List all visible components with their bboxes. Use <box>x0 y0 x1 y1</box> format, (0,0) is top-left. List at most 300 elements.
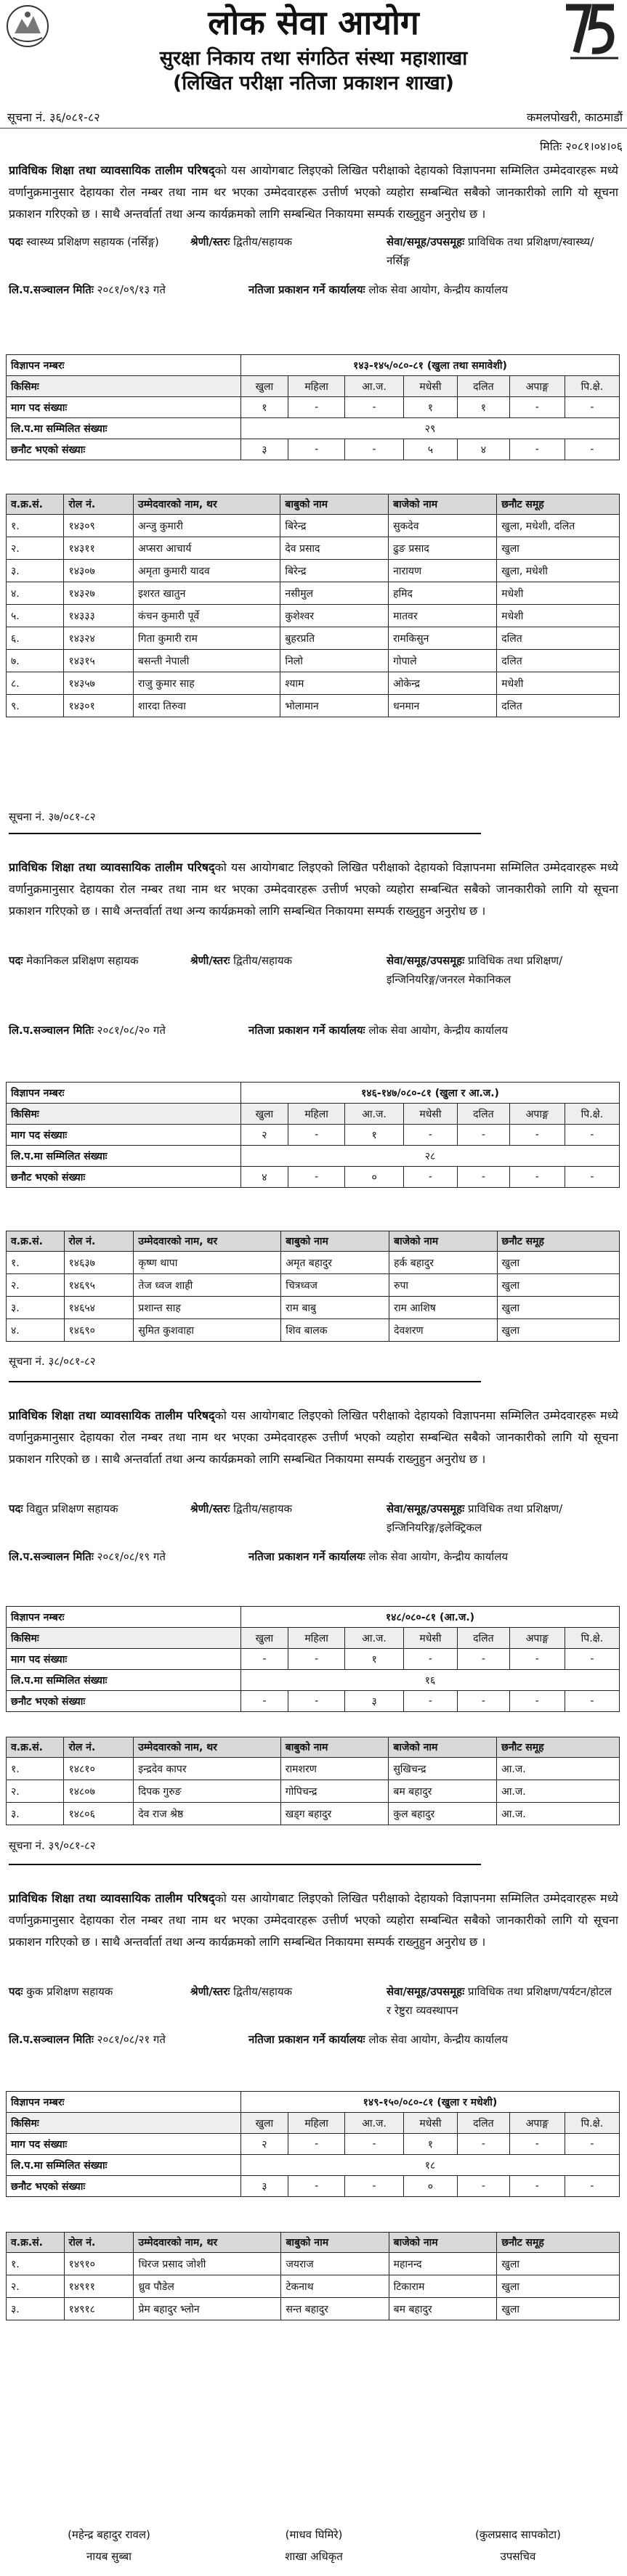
table-row <box>7 1104 620 1125</box>
table-cell: मधेसी <box>403 1628 457 1649</box>
table-cell: २८ <box>241 1146 620 1167</box>
header-divider <box>0 128 627 129</box>
table-cell: दिपक गुरुङ <box>134 1780 281 1803</box>
notice-number: सूचना नं. ३७/०८१-८२ <box>9 810 96 823</box>
table-cell: - <box>458 1691 510 1712</box>
table-cell: ९. <box>7 695 64 717</box>
vacancy-table <box>6 1082 620 1188</box>
table-cell: - <box>565 1691 619 1712</box>
table-cell: - <box>288 439 345 460</box>
table-cell: पि.क्षे. <box>565 1104 619 1125</box>
column-header: बाजेको नाम <box>389 1231 497 1252</box>
table-row <box>7 1297 620 1319</box>
table-cell: - <box>288 1691 345 1712</box>
table-cell: खुला <box>497 1297 620 1319</box>
table-cell: १६ <box>241 1670 620 1691</box>
post-details: पदः विद्युत प्रशिक्षण सहायक श्रेणी/स्तरः द्वितीय/सहायक सेवा/समूह/उपसमूहः प्राविधिक तथा प्रशिक्षण/इन्जिनियरिङ्ग/इलेक्ट्रिकल <box>9 1502 563 1534</box>
table-row <box>7 1670 620 1691</box>
table-cell: छनौट भएको संख्याः <box>7 1167 241 1188</box>
table-cell: हर्क बहादुर <box>389 1252 497 1274</box>
signature-block: (कुलप्रसाद सापकोटा) उपसचिव <box>474 2528 562 2563</box>
table-cell: खुला, मधेशी <box>497 560 620 582</box>
table-cell: निलो <box>280 650 389 672</box>
table-row <box>7 1649 620 1670</box>
table-cell: अपाङ्ग <box>509 1628 565 1649</box>
table-cell: महिला <box>288 1628 345 1649</box>
table-cell: रामकिसुन <box>389 627 497 650</box>
table-cell: किसिमः <box>7 1628 241 1649</box>
table-cell: १४९-१५०/०८०-८१ (खुला र मधेशी) <box>241 2092 620 2113</box>
table-cell: राजु कुमार साह <box>134 672 280 695</box>
table-row <box>7 605 620 627</box>
table-cell: १४८१० <box>64 1758 134 1780</box>
table-cell: लि.प.मा सम्मिलित संख्याः <box>7 1146 241 1167</box>
table-cell: १. <box>7 2253 65 2275</box>
table-cell: धनमान <box>389 695 497 717</box>
table-row <box>7 2092 620 2113</box>
table-cell: ० <box>345 1167 403 1188</box>
table-cell: खुला, मधेशी, दलित <box>497 515 620 537</box>
column-header: उम्मेदवारको नाम, थर <box>134 1737 281 1758</box>
table-cell: - <box>241 1691 288 1712</box>
table-cell: - <box>288 1649 345 1670</box>
table-cell: - <box>403 1649 457 1670</box>
org-name: लोक सेवा आयोग <box>208 3 419 42</box>
table-cell: खुला <box>497 2253 620 2275</box>
table-cell: १४९१० <box>64 2253 134 2275</box>
column-header: व.क्र.सं. <box>7 1231 65 1252</box>
table-cell: - <box>345 2134 403 2155</box>
post-details: पदः मेकानिकल प्रशिक्षण सहायक श्रेणी/स्तरः द्वितीय/सहायक सेवा/समूह/उपसमूहः प्राविधिक तथा प्रशिक्षण/इन्जिनियरिङ्ग/जनरल मेकानिकल <box>9 954 563 986</box>
table-row <box>7 439 620 460</box>
table-row <box>7 1125 620 1146</box>
table-cell: ढुङ प्रसाद <box>389 537 497 560</box>
division-name: सुरक्षा निकाय तथा संगठित संस्था महाशाखा <box>159 47 468 70</box>
table-header-row <box>7 1737 620 1758</box>
table-row <box>7 1780 620 1803</box>
table-cell: ३ <box>241 439 288 460</box>
table-cell: बम बहादुर <box>389 1780 497 1803</box>
column-header: बाजेको नाम <box>389 2233 497 2253</box>
table-row <box>7 397 620 418</box>
table-cell: - <box>509 1167 565 1188</box>
passed-candidates-table <box>6 2232 620 2320</box>
table-row <box>7 355 620 376</box>
table-cell: धिरज प्रसाद जोशी <box>134 2253 281 2275</box>
table-cell: ४ <box>241 1167 288 1188</box>
column-header: रोल नं. <box>64 1231 134 1252</box>
table-cell: सन्त बहादुर <box>281 2298 389 2320</box>
table-cell: माग पद संख्याः <box>7 2134 241 2155</box>
table-cell: - <box>509 1649 565 1670</box>
table-cell: हमिद <box>389 582 497 605</box>
table-cell: २. <box>7 1780 64 1803</box>
table-cell: १४८/०८०-८१ (आ.ज.) <box>241 1607 620 1628</box>
table-cell: ध्रुव पौडेल <box>134 2275 281 2298</box>
column-header: बाबुको नाम <box>281 1231 389 1252</box>
exam-details: लि.प.सञ्चालन मितिः २०८१/०९/१३ गते नतिजा प्रकाशन गर्ने कार्यालयः लोक सेवा आयोग, केन्द्रीय कार्यालय <box>9 283 509 296</box>
table-cell: ८. <box>7 672 64 695</box>
table-cell: १४३१५ <box>64 650 134 672</box>
table-cell: ६. <box>7 627 64 650</box>
table-cell: खुला <box>241 376 288 397</box>
table-cell: अपाङ्ग <box>509 1104 565 1125</box>
table-row <box>7 2155 620 2176</box>
table-cell: माग पद संख्याः <box>7 1649 241 1670</box>
table-cell: महिला <box>288 376 345 397</box>
table-cell: महिला <box>288 2113 345 2134</box>
table-cell: १. <box>7 515 64 537</box>
vacancy-table <box>6 1606 620 1712</box>
table-row <box>7 2253 620 2275</box>
table-cell: - <box>509 2134 565 2155</box>
exam-details: लि.प.सञ्चालन मितिः २०८१/०८/२० गते नतिजा प्रकाशन गर्ने कार्यालयः लोक सेवा आयोग, केन्द्रीय कार्यालय <box>9 1024 509 1037</box>
table-cell: खुला <box>497 2298 620 2320</box>
table-cell: विज्ञापन नम्बरः <box>7 2092 241 2113</box>
table-cell: - <box>403 1125 457 1146</box>
table-cell: - <box>458 1649 510 1670</box>
table-cell: बसन्ती नेपाली <box>134 650 280 672</box>
table-cell: अप्सरा आचार्य <box>134 537 280 560</box>
section-name: (लिखित परीक्षा नतिजा प्रकाशन शाखा) <box>172 72 455 94</box>
table-row <box>7 1319 620 1342</box>
table-cell: - <box>565 1649 619 1670</box>
table-cell: खुला <box>497 1252 620 1274</box>
notice-39: प्राविधिक शिक्षा तथा व्यावसायिक तालीम परिषद्को यस आयोगबाट लिइएको लिखित परीक्षाको देहायको विज्ञापनमा सम्मिलित उम्मेदवारहरू मध्ये वर्णानुक्रमानुसार देहायका रोल नम्बर तथा नाम थर भएका उम्मेदवारहरू उत्तीर्ण भएको व्यहोरा सम्बन्धित सबैको जानकारीको लागि यो सूचना प्रकाशन गरिएको छ । साथै अन्तर्वार्ता तथा अन्य कार्यक्रमको लागि सम्बन्धित निकायमा सम्पर्क राख्नुहुन अनुरोध छ । पदः कुक प्रशिक्षण सहायक श्रेणी/स्तरः द्वितीय/सहायक सेवा/समूह/उपसमूहः प्राविधिक तथा प्रशिक्षण/पर्यटन/होटल र रेष्टुरा व्यवस्थापन लि.प.सञ्चालन मितिः २०८१/०८/२१ गते नतिजा प्रकाशन गर्ने कार्यालयः लोक सेवा आयोग, केन्द्रीय कार्यालय <box>0 1888 627 2052</box>
table-cell: श्याम <box>280 672 389 695</box>
office-address: कमलपोखरी, काठमाडौं <box>526 110 623 124</box>
table-row <box>7 1628 620 1649</box>
table-cell: कृष्ण थापा <box>134 1252 281 1274</box>
passed-candidates-table <box>6 1231 620 1342</box>
table-cell: पि.क्षे. <box>565 376 619 397</box>
table-cell: - <box>565 1125 619 1146</box>
table-cell: ३. <box>7 560 64 582</box>
table-cell: खुला <box>497 1274 620 1297</box>
table-cell: महिला <box>288 1104 345 1125</box>
table-row <box>7 2176 620 2197</box>
table-cell: - <box>288 2176 345 2197</box>
notice-body: प्राविधिक शिक्षा तथा व्यावसायिक तालीम परिषद्को यस आयोगबाट लिइएको लिखित परीक्षाको देहायको विज्ञापनमा सम्मिलित उम्मेदवारहरू मध्ये वर्णानुक्रमानुसार देहायका रोल नम्बर तथा नाम थर भएका उम्मेदवारहरू उत्तीर्ण भएको व्यहोरा सम्बन्धित सबैको जानकारीको लागि यो सूचना प्रकाशन गरिएको छ । साथै अन्तर्वार्ता तथा अन्य कार्यक्रमको लागि सम्बन्धित निकायमा सम्पर्क राख्नुहुन अनुरोध छ । <box>9 163 618 221</box>
table-cell: - <box>509 1125 565 1146</box>
table-cell: आ.ज. <box>345 1628 403 1649</box>
table-cell: १. <box>7 1252 65 1274</box>
column-header: उम्मेदवारको नाम, थर <box>134 1231 281 1252</box>
table-cell: देवशरण <box>389 1319 497 1342</box>
table-cell: छनौट भएको संख्याः <box>7 439 241 460</box>
table-row <box>7 672 620 695</box>
table-cell: कुशेश्वर <box>280 605 389 627</box>
table-cell: आ.ज. <box>497 1780 620 1803</box>
table-row <box>7 1274 620 1297</box>
table-cell: १४९१८ <box>64 2298 134 2320</box>
table-cell: दलित <box>458 376 510 397</box>
table-cell: दलित <box>458 1104 510 1125</box>
table-cell: कंचन कुमारी पूर्वे <box>134 605 280 627</box>
table-cell: २. <box>7 1274 65 1297</box>
table-cell: १४३११ <box>64 537 134 560</box>
table-cell: चित्रध्वज <box>281 1274 389 1297</box>
notice-38: प्राविधिक शिक्षा तथा व्यावसायिक तालीम परिषद्को यस आयोगबाट लिइएको लिखित परीक्षाको देहायको विज्ञापनमा सम्मिलित उम्मेदवारहरू मध्ये वर्णानुक्रमानुसार देहायका रोल नम्बर तथा नाम थर भएका उम्मेदवारहरू उत्तीर्ण भएको व्यहोरा सम्बन्धित सबैको जानकारीको लागि यो सूचना प्रकाशन गरिएको छ । साथै अन्तर्वार्ता तथा अन्य कार्यक्रमको लागि सम्बन्धित निकायमा सम्पर्क राख्नुहुन अनुरोध छ । पदः विद्युत प्रशिक्षण सहायक श्रेणी/स्तरः द्वितीय/सहायक सेवा/समूह/उपसमूहः प्राविधिक तथा प्रशिक्षण/इन्जिनियरिङ्ग/इलेक्ट्रिकल लि.प.सञ्चालन मितिः २०८१/०८/१९ गते नतिजा प्रकाशन गर्ने कार्यालयः लोक सेवा आयोग, केन्द्रीय कार्यालय <box>0 1405 627 1569</box>
notice-separator <box>9 833 481 834</box>
table-header-row <box>7 1231 620 1252</box>
table-cell: देव प्रसाद <box>280 537 389 560</box>
table-cell: सुमित कुशवाहा <box>134 1319 281 1342</box>
table-cell: गिता कुमारी राम <box>134 627 280 650</box>
table-cell: १ <box>241 397 288 418</box>
column-header: रोल नं. <box>64 494 134 515</box>
table-cell: सुकदेव <box>389 515 497 537</box>
notice-separator <box>9 1864 481 1865</box>
vacancy-table <box>6 2091 620 2197</box>
table-cell: खुला <box>497 537 620 560</box>
table-cell: ३. <box>7 1803 64 1825</box>
table-cell: खुला <box>241 1104 288 1125</box>
table-cell: १ <box>458 397 510 418</box>
table-cell: इशरत खातुन <box>134 582 280 605</box>
table-cell: रुपा <box>389 1274 497 1297</box>
table-cell: ३ <box>345 1691 403 1712</box>
table-cell: आ.ज. <box>345 1104 403 1125</box>
table-cell: मधेसी <box>403 2113 457 2134</box>
table-cell: दलित <box>458 1628 510 1649</box>
table-cell: माग पद संख्याः <box>7 397 241 418</box>
table-row <box>7 1146 620 1167</box>
table-row <box>7 650 620 672</box>
table-cell: मातवर <box>389 605 497 627</box>
table-cell: २. <box>7 2275 65 2298</box>
table-row <box>7 515 620 537</box>
column-header: उम्मेदवारको नाम, थर <box>134 494 280 515</box>
table-cell: १४३०१ <box>64 695 134 717</box>
post-details: पदः कुक प्रशिक्षण सहायक श्रेणी/स्तरः द्वितीय/सहायक सेवा/समूह/उपसमूहः प्राविधिक तथा प्रशिक्षण/पर्यटन/होटल र रेष्टुरा व्यवस्थापन <box>9 1985 612 2017</box>
table-cell: - <box>458 1167 510 1188</box>
table-cell: मधेसी <box>403 376 457 397</box>
signature-block: (महेन्द्र बहादुर रावल) नायब सुब्बा <box>68 2528 150 2563</box>
table-cell: - <box>565 397 619 418</box>
table-row <box>7 1803 620 1825</box>
table-row <box>7 695 620 717</box>
column-header: छनौट समूह <box>497 2233 620 2253</box>
table-cell: मधेशी <box>497 582 620 605</box>
table-cell: मधेशी <box>497 605 620 627</box>
column-header: उम्मेदवारको नाम, थर <box>134 2233 281 2253</box>
table-cell: १४३-१४५/०८०-८१ (खुला तथा समावेशी) <box>241 355 620 376</box>
table-cell: आ.ज. <box>345 2113 403 2134</box>
table-cell: ३. <box>7 2298 65 2320</box>
table-row <box>7 2298 620 2320</box>
table-cell: दलित <box>497 627 620 650</box>
table-cell: टिकाराम <box>389 2275 497 2298</box>
table-cell: तेज ध्वज शाही <box>134 1274 281 1297</box>
signature-block: (माधव घिमिरे) शाखा अधिकृत <box>285 2528 343 2563</box>
table-cell: १ <box>403 397 457 418</box>
vacancy-table <box>6 354 620 460</box>
table-cell: २९ <box>241 418 620 439</box>
table-cell: माग पद संख्याः <box>7 1125 241 1146</box>
table-cell: खुला <box>241 1628 288 1649</box>
table-cell: २ <box>241 2134 288 2155</box>
table-cell: ० <box>403 2176 457 2197</box>
table-cell: १४३२७ <box>64 582 134 605</box>
table-cell: टेकनाथ <box>281 2275 389 2298</box>
table-cell: कुल बहादुर <box>389 1803 497 1825</box>
table-cell: १४३०७ <box>64 560 134 582</box>
table-cell: ५. <box>7 605 64 627</box>
table-cell: किसिमः <box>7 2113 241 2134</box>
table-cell: पि.क्षे. <box>565 1628 619 1649</box>
table-cell: ३. <box>7 1297 65 1319</box>
table-cell: अमृत बहादुर <box>281 1252 389 1274</box>
table-cell: गोपाले <box>389 650 497 672</box>
table-cell: आ.ज. <box>497 1758 620 1780</box>
column-header: बाजेको नाम <box>389 1737 497 1758</box>
table-row <box>7 418 620 439</box>
table-cell: आ.ज. <box>345 376 403 397</box>
table-cell: - <box>403 1691 457 1712</box>
table-row <box>7 582 620 605</box>
table-cell: बिरेन्द्र <box>280 560 389 582</box>
table-cell: जयराज <box>281 2253 389 2275</box>
table-cell: १४८०६ <box>64 1803 134 1825</box>
issue-date: मितिः २०८१।०४।०६ <box>539 139 623 153</box>
table-header-row <box>7 494 620 515</box>
table-cell: देव राज श्रेष्ठ <box>134 1803 281 1825</box>
table-cell: सुखिचन्द्र <box>389 1758 497 1780</box>
table-cell: १ <box>403 2134 457 2155</box>
table-cell: दलित <box>458 2113 510 2134</box>
table-cell: शारदा तिरुवा <box>134 695 280 717</box>
table-row <box>7 627 620 650</box>
table-cell: भोलामान <box>280 695 389 717</box>
table-cell: अपाङ्ग <box>509 2113 565 2134</box>
table-row <box>7 2275 620 2298</box>
table-cell: ४. <box>7 1319 65 1342</box>
table-cell: अन्जु कुमारी <box>134 515 280 537</box>
column-header: बाबुको नाम <box>280 494 389 515</box>
table-cell: १४३३३ <box>64 605 134 627</box>
table-cell: महानन्द <box>389 2253 497 2275</box>
table-cell: विज्ञापन नम्बरः <box>7 1607 241 1628</box>
table-cell: १४३०९ <box>64 515 134 537</box>
table-row <box>7 537 620 560</box>
column-header: बाजेको नाम <box>389 494 497 515</box>
table-cell: १४३५७ <box>64 672 134 695</box>
table-cell: बम बहादुर <box>389 2298 497 2320</box>
table-cell: १४६९० <box>64 1319 134 1342</box>
table-cell: - <box>565 2134 619 2155</box>
table-cell: ४ <box>458 439 510 460</box>
table-row <box>7 1252 620 1274</box>
table-cell: लि.प.मा सम्मिलित संख्याः <box>7 418 241 439</box>
table-header-row <box>7 2233 620 2253</box>
table-cell: - <box>565 1167 619 1188</box>
table-row <box>7 1758 620 1780</box>
table-cell: बुहरप्रति <box>280 627 389 650</box>
table-cell: रामशरण <box>280 1758 389 1780</box>
table-cell: १. <box>7 1758 64 1780</box>
table-row <box>7 560 620 582</box>
post-details: पदः स्वास्थ्य प्रशिक्षण सहायक (नर्सिङ्ग) श्रेणी/स्तरः द्वितीय/सहायक सेवा/समूह/उपसमूहः प्राविधिक तथा प्रशिक्षण/स्वास्थ्य/नर्सिङ्ग <box>9 235 594 267</box>
table-cell: १ <box>345 1125 403 1146</box>
table-cell: १४६३७ <box>64 1252 134 1274</box>
exam-details: लि.प.सञ्चालन मितिः २०८१/०८/१९ गते नतिजा प्रकाशन गर्ने कार्यालयः लोक सेवा आयोग, केन्द्रीय कार्यालय <box>9 1550 509 1563</box>
table-row <box>7 376 620 397</box>
table-row <box>7 1607 620 1628</box>
table-cell: - <box>345 397 403 418</box>
letterhead <box>0 0 627 138</box>
table-cell: खड्ग बहादुर <box>280 1803 389 1825</box>
notice-36 <box>0 160 627 302</box>
column-header: छनौट समूह <box>497 494 620 515</box>
column-header: छनौट समूह <box>497 1737 620 1758</box>
table-cell: दलित <box>497 695 620 717</box>
column-header: रोल नं. <box>64 1737 134 1758</box>
table-cell: खुला <box>497 1319 620 1342</box>
column-header: छनौट समूह <box>497 1231 620 1252</box>
table-cell: राम आशिष <box>389 1297 497 1319</box>
table-cell: १४६५४ <box>64 1297 134 1319</box>
table-cell: लि.प.मा सम्मिलित संख्याः <box>7 2155 241 2176</box>
column-header: बाबुको नाम <box>280 1737 389 1758</box>
table-cell: विज्ञापन नम्बरः <box>7 1083 241 1104</box>
table-cell: प्रेम बहादुर भ्लोन <box>134 2298 281 2320</box>
table-cell: - <box>288 397 345 418</box>
table-cell: - <box>458 1125 510 1146</box>
table-cell: - <box>565 2176 619 2197</box>
table-cell: - <box>509 1691 565 1712</box>
table-cell: १४६-१४७/०८०-८१ (खुला र आ.ज.) <box>241 1083 620 1104</box>
table-cell: ओकेन्द्र <box>389 672 497 695</box>
table-cell: आ.ज. <box>497 1803 620 1825</box>
table-cell: किसिमः <box>7 376 241 397</box>
table-row <box>7 2134 620 2155</box>
table-cell: - <box>509 439 565 460</box>
table-cell: लि.प.मा सम्मिलित संख्याः <box>7 1670 241 1691</box>
table-cell: - <box>345 2176 403 2197</box>
column-header: रोल नं. <box>64 2233 134 2253</box>
table-row <box>7 1083 620 1104</box>
table-cell: खुला <box>241 2113 288 2134</box>
table-cell: मधेसी <box>403 1104 457 1125</box>
table-cell: बिरेन्द्र <box>280 515 389 537</box>
table-cell: १ <box>345 1649 403 1670</box>
table-cell: खुला <box>497 2275 620 2298</box>
table-cell: १८ <box>241 2155 620 2176</box>
column-header: व.क्र.सं. <box>7 494 64 515</box>
table-cell: नारायण <box>389 560 497 582</box>
table-cell: ५ <box>403 439 457 460</box>
notice-number: सूचना नं. ३८/०८१-८२ <box>9 1355 96 1368</box>
table-cell: प्रशान्त साह <box>134 1297 281 1319</box>
table-cell: गोपिचन्द्र <box>280 1780 389 1803</box>
table-cell: - <box>565 439 619 460</box>
table-cell: - <box>241 1649 288 1670</box>
table-cell: २ <box>241 1125 288 1146</box>
passed-candidates-table <box>6 494 620 717</box>
table-cell: - <box>288 1125 345 1146</box>
column-header: बाबुको नाम <box>281 2233 389 2253</box>
table-cell: २. <box>7 537 64 560</box>
column-header: व.क्र.सं. <box>7 1737 64 1758</box>
column-header: व.क्र.सं. <box>7 2233 65 2253</box>
table-cell: - <box>509 2176 565 2197</box>
table-cell: मधेशी <box>497 672 620 695</box>
table-cell: पि.क्षे. <box>565 2113 619 2134</box>
table-cell: ७. <box>7 650 64 672</box>
table-cell: अमृता कुमारी यादव <box>134 560 280 582</box>
table-cell: - <box>458 2176 510 2197</box>
